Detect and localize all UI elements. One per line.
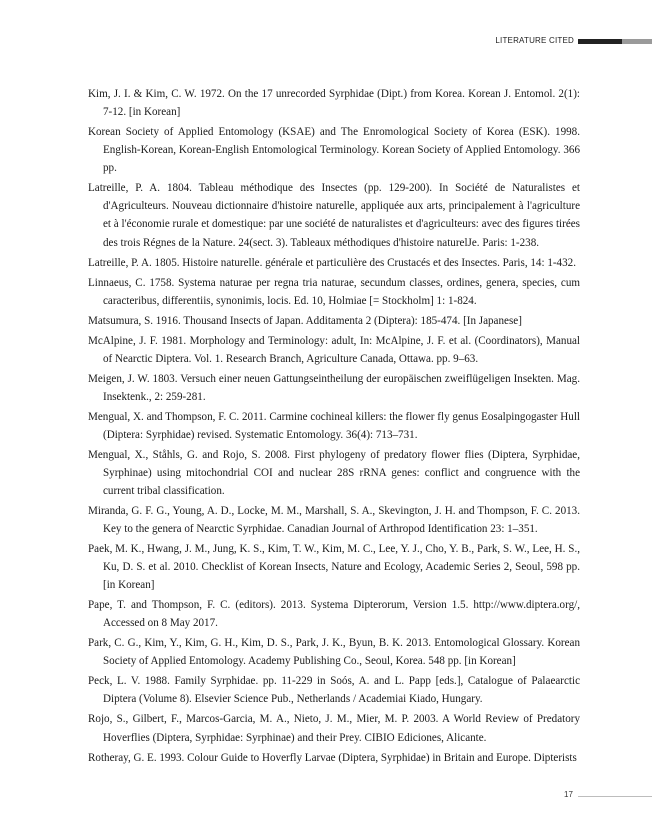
reference-entry: Latreille, P. A. 1805. Histoire naturelle. générale et particulière des Crustacés et des Insectes. Paris, 14: 1-432. bbox=[88, 256, 576, 269]
reference-entry: Korean Society of Applied Entomology (KSAE) and The Enromological Society of Korea (ESK). 1998. English-Korean, Korean-English Entomological Terminology. Korean Society of Applied Entomology. 366 pp. bbox=[88, 126, 580, 175]
reference-entry: Rojo, S., Gilbert, F., Marcos-Garcia, M. A., Nieto, J. M., Mier, M. P. 2003. A World Review of Predatory Hoverflies (Diptera, Syrphidae: Syrphinae) and their Prey. CIBIO Ediciones, Alicante. bbox=[88, 713, 580, 744]
reference-entry: Park, C. G., Kim, Y., Kim, G. H., Kim, D. S., Park, J. K., Byun, B. K. 2013. Entomological Glossary. Korean Society of Applied Entomology. Academy Publishing Co., Seoul, Korea. 548 pp. [in Korean] bbox=[88, 637, 580, 668]
reference-list bbox=[88, 85, 580, 769]
footer-rule bbox=[578, 796, 652, 797]
reference-entry: Meigen, J. W. 1803. Versuch einer neuen Gattungseintheilung der europäischen zweiflügeligen Insekten. Mag. Insektenk., 2: 259-281. bbox=[88, 372, 580, 403]
header-bar-grey bbox=[622, 39, 652, 44]
reference-entry: Mengual, X., Ståhls, G. and Rojo, S. 2008. First phylogeny of predatory flower flies (Diptera, Syrphidae, Syrphinae) using mitochondrial COI and nuclear 28S rRNA genes: conflict and congruence with the current tribal classification. bbox=[88, 448, 580, 497]
page-footer bbox=[0, 790, 652, 804]
reference-entry: Matsumura, S. 1916. Thousand Insects of Japan. Additamenta 2 (Diptera): 185-474. [In Japanese] bbox=[88, 314, 522, 327]
page-number: 17 bbox=[564, 790, 573, 799]
reference-entry: Linnaeus, C. 1758. Systema naturae per regna tria naturae, secundum classes, ordines, genera, species, cum caracteribus, differentiis, synonimis, locis. Ed. 10, Holmiae [= Stockholm] 1: 1-824. bbox=[88, 276, 580, 307]
reference-entry: Rotheray, G. E. 1993. Colour Guide to Hoverfly Larvae (Diptera, Syrphidae) in Britain and Europe. Dipterists bbox=[88, 751, 577, 764]
reference-entry: Mengual, X. and Thompson, F. C. 2011. Carmine cochineal killers: the flower fly genus Eosalpingogaster Hull (Diptera: Syrphidae) revised. Systematic Entomology. 36(4): 713–731. bbox=[88, 410, 580, 441]
reference-entry: Latreille, P. A. 1804. Tableau méthodique des Insectes (pp. 129-200). In Société de Naturalistes et d'Agriculteurs. Nouveau dictionnaire d'histoire naturelle, appliquée aux arts, principalement à l'agriculture et à l'économie rurale et domestique: par une société de naturalistes et d'agriculteurs: avec des figures tirées des trois Régnes de la Nature. 24(sect. 3). Tableaux méthodiques d'histoire naturelJe. Paris: 1-238. bbox=[88, 182, 580, 249]
reference-entry: Kim, J. I. & Kim, C. W. 1972. On the 17 unrecorded Syrphidae (Dipt.) from Korea. Korean J. Entomol. 2(1): 7-12. [in Korean] bbox=[88, 88, 580, 119]
reference-entry: Miranda, G. F. G., Young, A. D., Locke, M. M., Marshall, S. A., Skevington, J. H. and Thompson, F. C. 2013. Key to the genera of Nearctic Syrphidae. Canadian Journal of Arthropod Identification 23: 1–351. bbox=[88, 504, 580, 536]
header-bar-dark bbox=[578, 39, 622, 44]
reference-entry: Peck, L. V. 1988. Family Syrphidae. pp. 11-229 in Soós, A. and L. Papp [eds.], Catalogue of Palaearctic Diptera (Volume 8). Elsevier Science Pub., Netherlands / Academiai Kiado, Hungary. bbox=[88, 675, 580, 706]
reference-entry: Pape, T. and Thompson, F. C. (editors). 2013. Systema Dipterorum, Version 1.5. http://www.diptera.org/, Accessed on 8 May 2017. bbox=[88, 599, 580, 630]
section-title: LITERATURE CITED bbox=[495, 36, 574, 45]
reference-entry: Paek, M. K., Hwang, J. M., Jung, K. S., Kim, T. W., Kim, M. C., Lee, Y. J., Cho, Y. B., Park, S. W., Lee, H. S., Ku, D. S. et al. 2010. Checklist of Korean Insects, Nature and Ecology, Academic Series 2, Seoul, 598 pp. [in Korean] bbox=[88, 543, 580, 592]
reference-entry: McAlpine, J. F. 1981. Morphology and Terminology: adult, In: McAlpine, J. F. et al. (Coordinators), Manual of Nearctic Diptera. Vol. 1. Research Branch, Agriculture Canada, Ottawa. pp. 9–63. bbox=[88, 334, 580, 365]
running-header bbox=[0, 35, 652, 49]
